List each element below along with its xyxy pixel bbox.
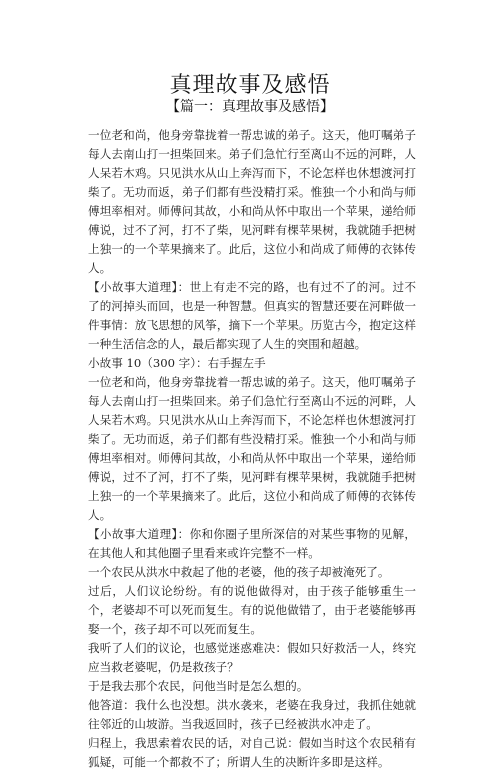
paragraph: 【小故事大道理】：世上有走不完的路，也有过不了的河。过不了的河掉头而回，也是一种智慧。但真实的智慧还要在河畔做一件事情：放飞思想的风筝，摘下一个苹果。历览古今，抱定这样一种生活信念的人，最后都实现了人生的突围和超越。 xyxy=(88,280,416,351)
paragraph: 一位老和尚，他身旁靠拢着一帮忠诚的弟子。这天，他叮嘱弟子每人去南山打一担柴回来。弟子们急忙行至离山不远的河畔，人人呆若木鸡。只见洪水从山上奔泻而下，不论怎样也休想渡河打柴了。无功而返，弟子们都有些没精打采。惟独一个小和尚与师傅坦率相对。师傅问其故，小和尚从怀中取出一个苹果，递给师傅说，过不了河，打不了柴，见河畔有棵苹果树，我就随手把树上独一的一个苹果摘来了。此后，这位小和尚成了师傅的衣钵传人。 xyxy=(88,128,416,275)
paragraph: 【小故事大道理】：你和你圈子里所深信的对某些事物的见解，在其他人和其他圈子里看来或许完整不一样。 xyxy=(88,527,416,560)
paragraph: 一位老和尚，他身旁靠拢着一帮忠诚的弟子。这天，他叮嘱弟子每人去南山打一担柴回来。弟子们急忙行至离山不远的河畔，人人呆若木鸡。只见洪水从山上奔泻而下，不论怎样也休想渡河打柴了。无功而返，弟子们都有些没精打采。惟独一个小和尚与师傅坦率相对。师傅问其故，小和尚从怀中取出一个苹果，递给师傅说，过不了河，打不了柴，见河畔有棵苹果树，我就随手把树上独一的一个苹果摘来了。此后，这位小和尚成了师傅的衣钵传人。 xyxy=(88,375,416,522)
paragraph: 小故事 10（300 字）：右手握左手 xyxy=(88,356,266,370)
paragraph: 他答道：我什么也没想。洪水袭来，老婆在我身过，我抓住她就往邻近的山坡游。当我返回时，孩子已经被洪水冲走了。 xyxy=(88,698,416,731)
paragraph: 我听了人们的议论，也感觉迷惑难决：假如只好救活一人，终究应当救老婆呢，仍是救孩子？ xyxy=(88,641,416,674)
section-heading: 【篇一：真理故事及感悟】 xyxy=(166,99,334,115)
document-body xyxy=(88,126,416,772)
paragraph: 过后，人们议论纷纷。有的说他做得对，由于孩子能够重生一个，老婆却不可以死而复生。有的说他做错了，由于老婆能够再娶一个，孩子却不可以死而复生。 xyxy=(88,584,416,636)
paragraph: 一个农民从洪水中救起了他的老婆，他的孩子却被淹死了。 xyxy=(88,565,390,579)
paragraph: 于是我去那个农民，问他当时是怎么想的。 xyxy=(88,679,309,693)
paragraph: 归程上，我思索着农民的话，对自己说：假如当时这个农民稍有狐疑，可能一个都救不了；所谓人生的决断许多即是这样。 xyxy=(88,736,416,769)
page-title: 真理故事及感悟 xyxy=(169,73,331,98)
